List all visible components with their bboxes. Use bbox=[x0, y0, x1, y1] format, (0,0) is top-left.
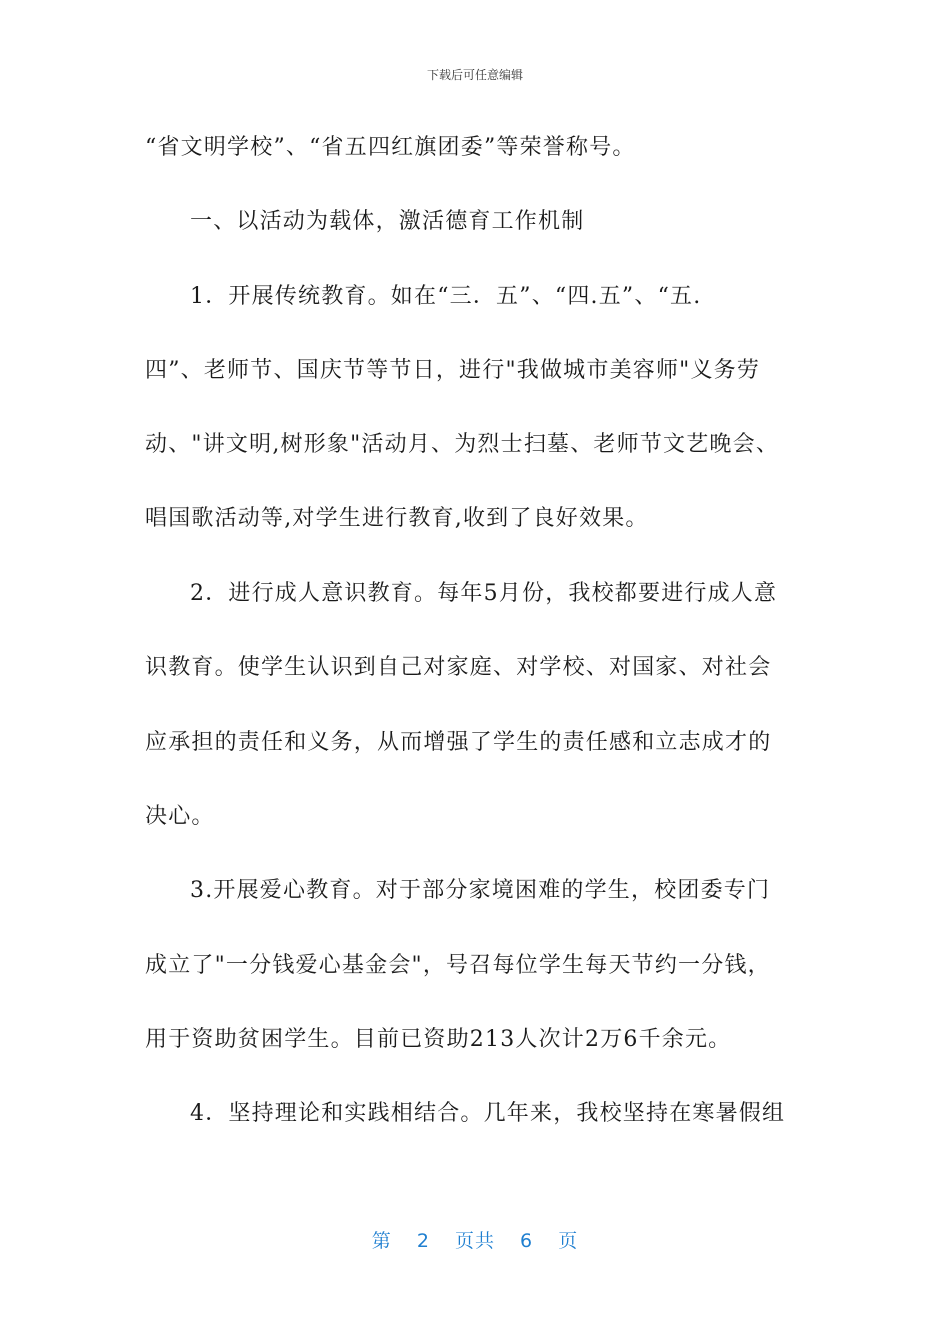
header-note: 下载后可任意编辑 bbox=[426, 68, 523, 82]
footer-middle: 页共 bbox=[454, 1230, 495, 1252]
footer-prefix: 第 bbox=[371, 1230, 392, 1252]
body-line: 2．进行成人意识教育。每年5月份，我校都要进行成人意 bbox=[190, 581, 778, 606]
body-line: 3.开展爱心教育。对于部分家境困难的学生，校团委专门 bbox=[190, 878, 771, 903]
body-line: 应承担的责任和义务，从而增强了学生的责任感和立志成才的 bbox=[145, 730, 772, 755]
body-line: “省文明学校”、“省五四红旗团委”等荣誉称号。 bbox=[145, 135, 636, 160]
body-line: 决心。 bbox=[145, 804, 215, 829]
body-line: 用于资助贫困学生。目前已资助213人次计2万6千余元。 bbox=[145, 1027, 732, 1052]
body-line: 4．坚持理论和实践相结合。几年来，我校坚持在寒暑假组 bbox=[190, 1101, 786, 1126]
total-pages-number: 6 bbox=[520, 1230, 534, 1252]
body-line: 成立了"一分钱爱心基金会"，号召每位学生每天节约一分钱， bbox=[145, 953, 771, 978]
body-line: 唱国歌活动等,对学生进行教育,收到了良好效果。 bbox=[145, 506, 649, 531]
footer-suffix: 页 bbox=[558, 1230, 579, 1252]
section-heading: 一、以活动为载体，激活德育工作机制 bbox=[190, 209, 585, 234]
body-line: 动、"讲文明,树形象"活动月、为烈士扫墓、老师节文艺晚会、 bbox=[145, 432, 780, 457]
page-footer bbox=[0, 1226, 950, 1253]
body-line: 1．开展传统教育。如在“三．五”、“四.五”、“五. bbox=[190, 284, 702, 309]
body-line: 识教育。使学生认识到自己对家庭、对学校、对国家、对社会 bbox=[145, 655, 772, 680]
body-line: 四”、老师节、国庆节等节日，进行"我做城市美容师"义务劳 bbox=[145, 358, 761, 383]
current-page-number: 2 bbox=[416, 1230, 430, 1252]
